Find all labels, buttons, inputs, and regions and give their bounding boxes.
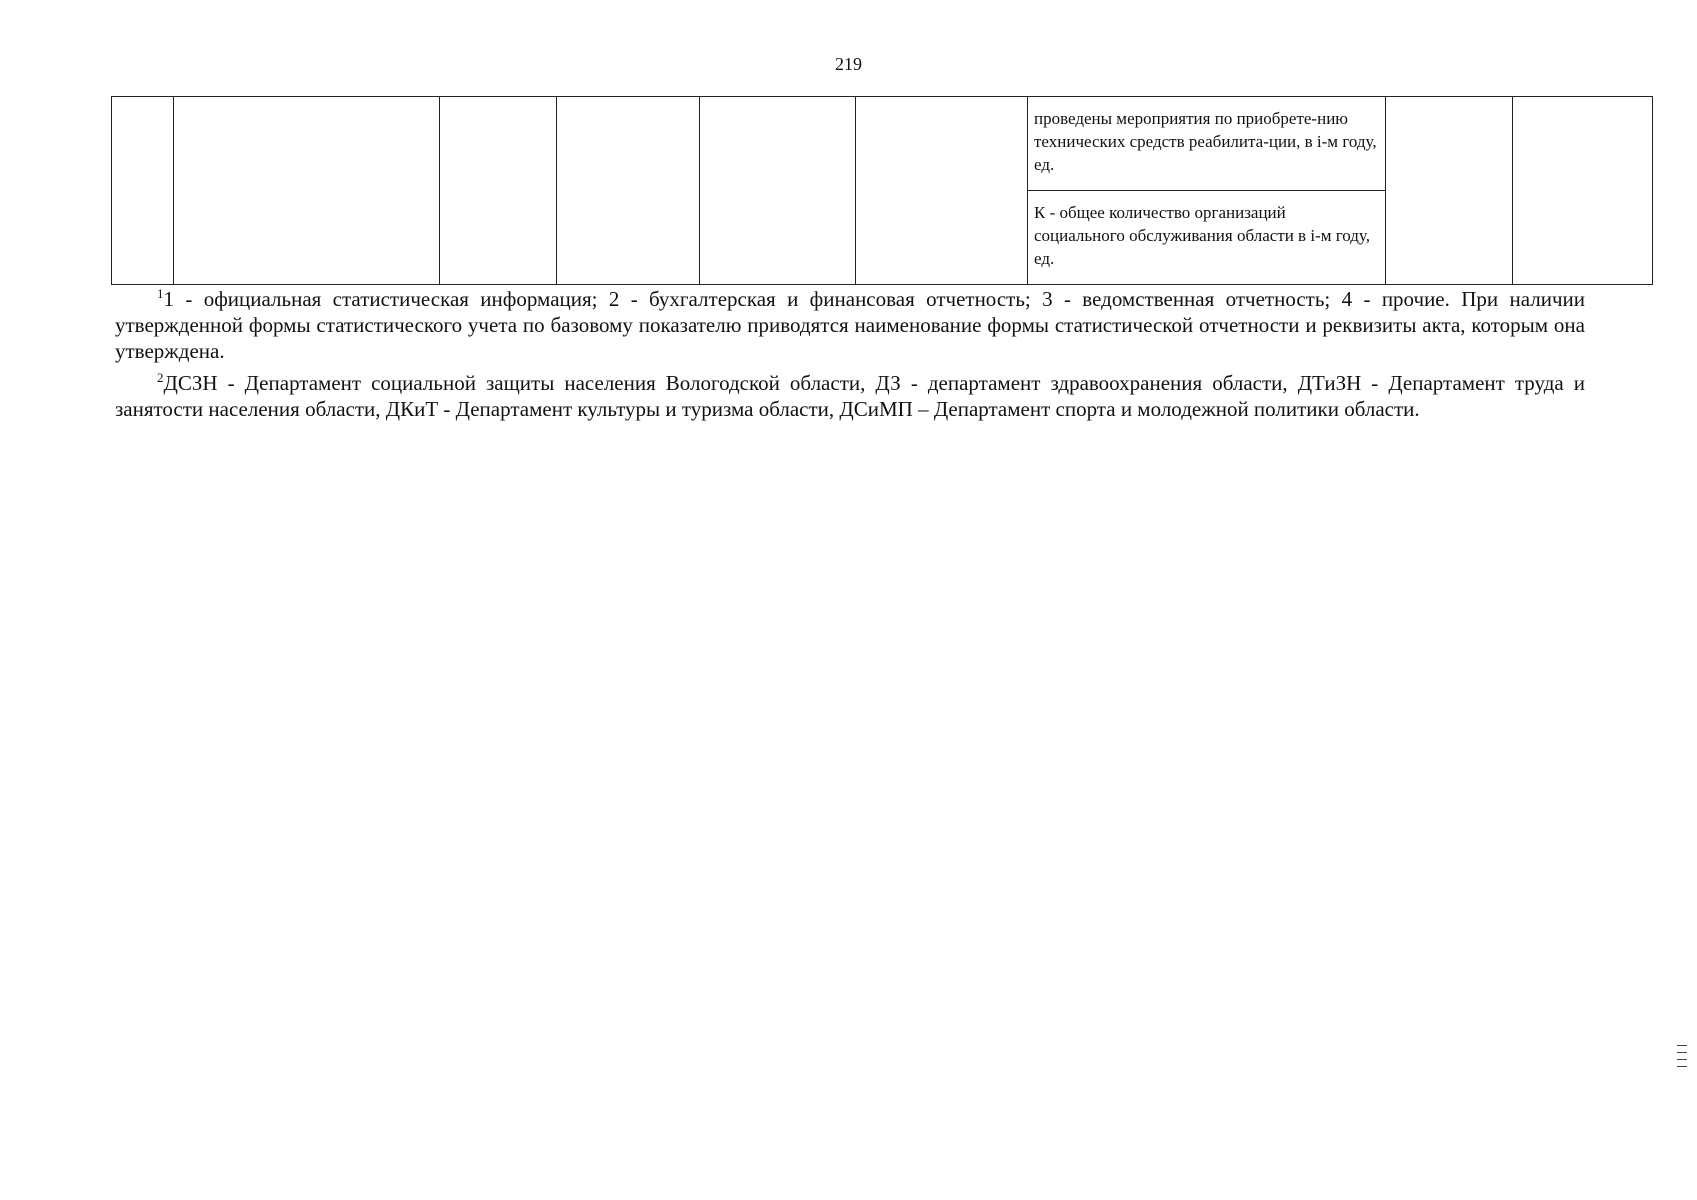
table-row — [112, 97, 1653, 191]
table-cell-empty — [440, 97, 557, 285]
scan-mark — [1677, 1045, 1687, 1046]
footnotes — [115, 286, 1585, 428]
table-cell-empty — [112, 97, 174, 285]
scan-mark — [1677, 1052, 1687, 1053]
table-cell-empty — [174, 97, 440, 285]
table-cell-measures-text: проведены мероприятия по приобрете-нию технических средств реабилита-ции, в i-м году, ед. — [1028, 97, 1386, 191]
table-cell-organizations-text: К - общее количество организаций социального обслуживания области в i-м году, ед. — [1028, 191, 1386, 285]
footnote-marker: 1 — [157, 286, 164, 301]
footnote-text: ДСЗН - Департамент социальной защиты населения Вологодской области, ДЗ - департамент здравоохранения области, ДТиЗН - Департамент труда и занятости населения области, ДКиТ - Департамент культуры и туризма области, ДСиМП – Департамент спорта и молодежной политики области. — [115, 371, 1585, 421]
table-cell-empty — [856, 97, 1028, 285]
scan-mark — [1677, 1059, 1687, 1060]
indicator-table — [111, 96, 1653, 285]
footnote-1 — [115, 286, 1585, 364]
scan-margin-marks — [1677, 1045, 1691, 1073]
table-cell-empty — [557, 97, 700, 285]
table-cell-empty — [700, 97, 856, 285]
table-cell-empty — [1386, 97, 1513, 285]
scan-mark — [1677, 1066, 1687, 1067]
table-cell-empty — [1513, 97, 1653, 285]
footnote-text: 1 - официальная статистическая информация; 2 - бухгалтерская и финансовая отчетность; 3 - ведомственная отчетность; 4 - прочие. При наличии утвержденной формы статистического учета по базовому показателю приводятся наименование формы статистической отчетности и реквизиты акта, которым она утверждена. — [115, 287, 1585, 363]
footnote-2 — [115, 370, 1585, 422]
indicator-table-fragment — [111, 96, 1652, 285]
footnote-marker: 2 — [157, 370, 164, 385]
page-number: 219 — [835, 54, 862, 74]
